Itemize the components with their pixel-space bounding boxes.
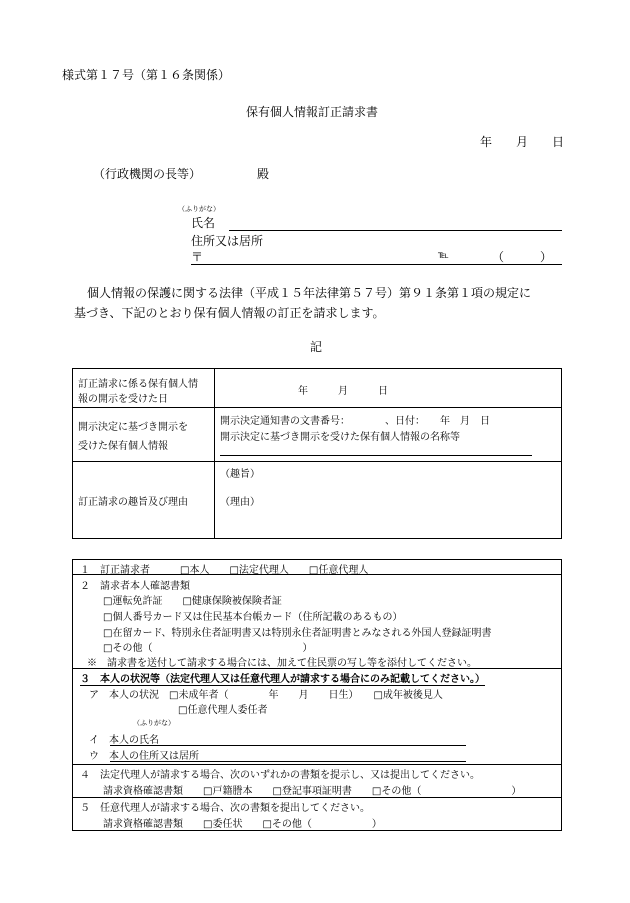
addressee: （行政機関の長等） bbox=[93, 167, 202, 181]
address-field[interactable] bbox=[191, 264, 562, 265]
section3-principal-name: イ 本人の氏名 bbox=[89, 735, 159, 746]
section4-title: ４ 法定代理人が請求する場合、次のいずれかの書類を提示し、又は提出してください。 bbox=[80, 770, 480, 781]
section5-docs[interactable]: 請求資格確認書類 □委任状 □その他（ ） bbox=[103, 819, 382, 830]
tel-paren[interactable]: （ ） bbox=[492, 250, 553, 264]
section3-status[interactable]: ア 本人の状況 □未成年者（ 年 月 日生） □成年被後見人 bbox=[89, 690, 443, 701]
section1-requester-type[interactable]: １ 訂正請求者 □本人 □法定代理人 □任意代理人 bbox=[80, 565, 369, 576]
row2-label-2: 受けた保有個人情報 bbox=[78, 441, 168, 452]
name-field[interactable] bbox=[229, 230, 562, 231]
ki-mark: 記 bbox=[310, 340, 323, 354]
disclosure-date-field[interactable]: 年 月 日 bbox=[298, 386, 388, 397]
date-line[interactable]: 年 月 日 bbox=[480, 135, 565, 149]
form-number: 様式第１７号（第１６条関係） bbox=[62, 68, 231, 82]
furigana-label: （ふりがな） bbox=[178, 205, 220, 213]
row2-label-1: 開示決定に基づき開示を bbox=[78, 422, 188, 433]
intro-line-2: 基づき、下記のとおり保有個人情報の訂正を請求します。 bbox=[74, 306, 385, 320]
section2-docs-other[interactable]: □その他（ ） bbox=[103, 643, 313, 654]
section3-principal-address: ウ 本人の住所又は居所 bbox=[89, 751, 199, 762]
principal-name-field[interactable] bbox=[110, 745, 466, 746]
disclosed-info-field[interactable] bbox=[220, 455, 532, 456]
intro-line-1: 個人情報の保護に関する法律（平成１５年法律第５７号）第９１条第１項の規定に bbox=[87, 286, 532, 300]
section3-status-2[interactable]: □任意代理人委任者 bbox=[178, 705, 268, 716]
reason-label: （理由） bbox=[220, 497, 260, 508]
tel-label: ℡ bbox=[438, 250, 449, 261]
section2-docs-2[interactable]: □個人番号カード又は住民基本台帳カード（住所記載のあるもの） bbox=[103, 612, 403, 623]
section5-title: ５ 任意代理人が請求する場合、次の書類を提出してください。 bbox=[80, 803, 370, 814]
address-label: 住所又は居所 bbox=[191, 234, 264, 248]
section4-docs[interactable]: 請求資格確認書類 □戸籍謄本 □登記事項証明書 □その他（ ） bbox=[103, 786, 522, 797]
name-label: 氏名 bbox=[191, 216, 216, 230]
row1-label-2: 報の開示を受けた日 bbox=[78, 394, 168, 405]
disclosed-info-name: 開示決定に基づき開示を受けた保有個人情報の名称等 bbox=[220, 432, 460, 443]
honorific: 殿 bbox=[257, 167, 270, 181]
row3-label: 訂正請求の趣旨及び理由 bbox=[78, 497, 188, 508]
section2-docs-3[interactable]: □在留カード、特別永住者証明書又は特別永住者証明書とみなされる外国人登録証明書 bbox=[103, 628, 492, 639]
purpose-label: （趣旨） bbox=[220, 469, 260, 480]
postal-mark: 〒 bbox=[191, 250, 204, 264]
section2-note: ※ 請求書を送付して請求する場合には、加えて住民票の写し等を添付してください。 bbox=[87, 658, 477, 669]
section2-title: ２ 請求者本人確認書類 bbox=[80, 581, 190, 592]
principal-address-field[interactable] bbox=[110, 761, 466, 762]
row1-label-1: 訂正請求に係る保有個人情 bbox=[78, 379, 198, 390]
section3-furigana: （ふりがな） bbox=[133, 719, 175, 727]
section3-title: ３ 本人の状況等（法定代理人又は任意代理人が請求する場合にのみ記載してください。） bbox=[80, 670, 485, 686]
notice-doc-number[interactable]: 開示決定通知書の文書番号： 、日付： 年 月 日 bbox=[220, 416, 490, 427]
section2-docs-1[interactable]: □運転免許証 □健康保険被保険者証 bbox=[103, 596, 282, 607]
document-title: 保有個人情報訂正請求書 bbox=[246, 105, 379, 119]
